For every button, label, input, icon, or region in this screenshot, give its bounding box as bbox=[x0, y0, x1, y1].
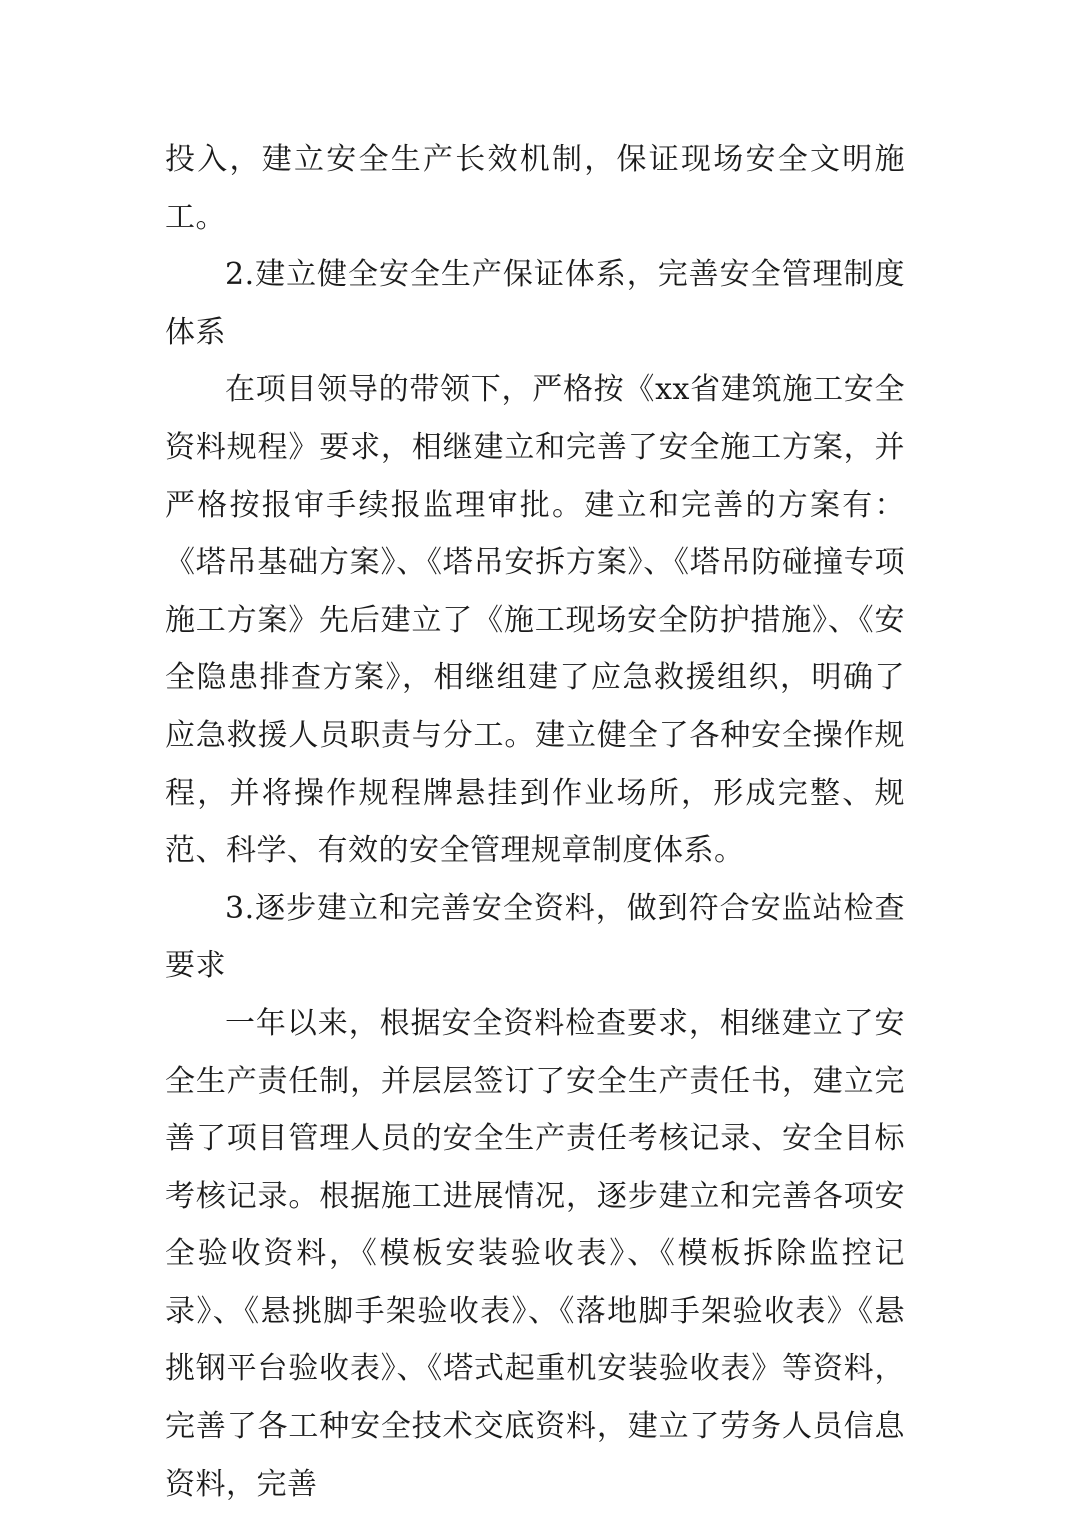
paragraph-continuation: 投入，建立安全生产长效机制，保证现场安全文明施工。 bbox=[165, 142, 905, 235]
section-heading-2: 2.建立健全安全生产保证体系，完善安全管理制度体系 bbox=[165, 257, 905, 350]
paragraph-safety-plans: 在项目领导的带领下，严格按《xx省建筑施工安全资料规程》要求，相继建立和完善了安全施工方案，并严格按报审手续报监理审批。建立和完善的方案有：《塔吊基础方案》、《塔吊安拆方案》、《塔吊防碰撞专项施工方案》先后建立了《施工现场安全防护措施》、《安全隐患排查方案》，相继组建了应急救援组织，明确了应急救援人员职责与分工。建立健全了各种安全操作规程，并将操作规程牌悬挂到作业场所，形成完整、规范、科学、有效的安全管理规章制度体系。 bbox=[165, 372, 905, 869]
section-heading-3: 3.逐步建立和完善安全资料，做到符合安监站检查要求 bbox=[165, 890, 905, 984]
paragraph-safety-records: 一年以来，根据安全资料检查要求，相继建立了安全生产责任制，并层层签订了安全生产责任书，建立完善了项目管理人员的安全生产责任考核记录、安全目标考核记录。根据施工进展情况，逐步建立和完善各项安全验收资料，《模板安装验收表》、《模板拆除监控记录》、《悬挑脚手架验收表》、《落地脚手架验收表》《悬挑钢平台验收表》、《塔式起重机安装验收表》等资料，完善了各工种安全技术交底资料，建立了劳务人员信息资料，完善 bbox=[165, 1005, 905, 1502]
document-body bbox=[165, 131, 905, 1513]
